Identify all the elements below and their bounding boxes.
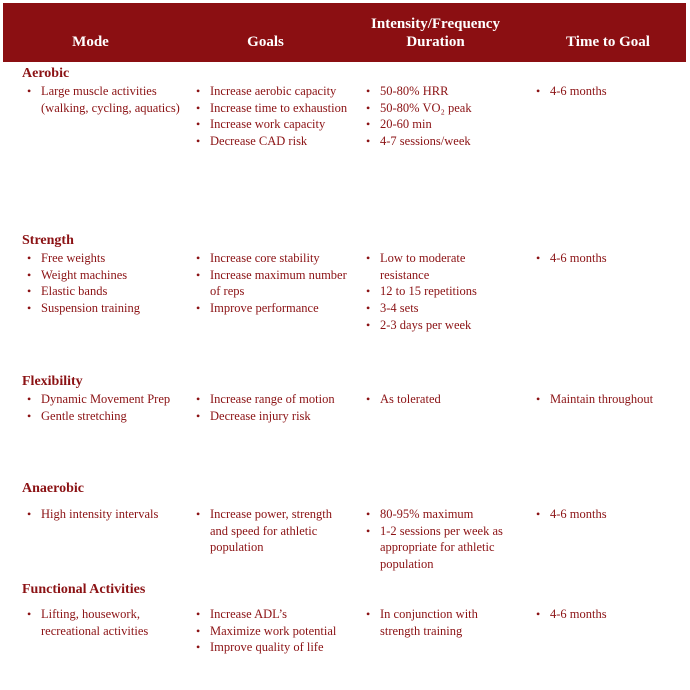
list-item	[27, 283, 192, 300]
goals-list	[196, 83, 351, 150]
list-item	[27, 391, 192, 408]
bullet-icon: •	[196, 640, 201, 655]
bullet-icon: •	[366, 84, 371, 98]
list-item	[366, 506, 516, 523]
list-item-text: Increase range of motion	[210, 392, 335, 406]
list-item-text: 12 to 15 repetitions	[380, 284, 477, 299]
list-item-text: Improve performance	[210, 301, 319, 316]
bullet-icon: •	[196, 392, 201, 406]
list-item-text: 50-80% HRR	[380, 84, 449, 98]
list-item	[536, 391, 690, 408]
list-item	[366, 133, 516, 150]
list-item-text: Decrease CAD risk	[210, 134, 308, 149]
list-item	[27, 250, 192, 267]
list-item	[366, 317, 516, 334]
bullet-icon: •	[196, 267, 201, 282]
bullet-icon: •	[366, 607, 371, 621]
bullet-icon: •	[27, 251, 32, 265]
list-item-text: 2-3 days per week	[380, 317, 472, 332]
bullet-icon: •	[196, 623, 201, 638]
list-item-text: Weight machines	[41, 267, 128, 282]
list-item-text: Increase maximum number of reps	[210, 267, 347, 299]
list-item	[196, 116, 351, 133]
intensity-list	[366, 506, 516, 573]
list-item	[196, 100, 351, 117]
list-item	[27, 606, 192, 639]
list-item-text: Decrease injury risk	[210, 408, 311, 423]
section-title: Functional Activities	[22, 582, 146, 597]
bullet-icon: •	[366, 251, 371, 265]
header-intensity	[343, 3, 528, 62]
list-item	[366, 83, 516, 100]
section-title: Aerobic	[22, 66, 70, 81]
bullet-icon: •	[366, 100, 371, 115]
intensity-list	[366, 391, 516, 408]
list-item	[366, 116, 516, 133]
goals-list	[196, 506, 351, 556]
list-item	[536, 506, 690, 523]
bullet-icon: •	[366, 317, 371, 332]
list-item	[196, 300, 351, 317]
intensity-list	[366, 250, 516, 334]
list-item	[196, 623, 351, 640]
time-list	[536, 606, 690, 623]
table-header	[3, 3, 686, 62]
bullet-icon: •	[196, 134, 201, 149]
time-list	[536, 83, 690, 100]
list-item	[366, 523, 516, 573]
header-intensity-line1: Intensity/Frequency	[371, 15, 500, 32]
list-item-text: Lifting, housework, recreational activities	[41, 607, 149, 638]
list-item	[196, 250, 351, 267]
bullet-icon: •	[536, 84, 541, 98]
list-item	[366, 100, 516, 117]
intensity-list	[366, 606, 516, 639]
list-item-text: 50-80% VO₂ peak	[380, 100, 472, 115]
bullet-icon: •	[196, 251, 201, 265]
list-item-text: Increase power, strength and speed for athletic population	[210, 507, 333, 555]
intensity-list	[366, 83, 516, 150]
bullet-icon: •	[366, 507, 371, 521]
goals-list	[196, 250, 351, 317]
list-item	[196, 506, 351, 556]
bullet-icon: •	[196, 100, 201, 115]
bullet-icon: •	[196, 117, 201, 132]
section-title: Flexibility	[22, 374, 83, 389]
bullet-icon: •	[27, 301, 32, 316]
goals-list	[196, 391, 351, 424]
list-item-text: Increase core stability	[210, 251, 320, 265]
mode-list	[27, 250, 192, 317]
bullet-icon: •	[27, 267, 32, 282]
time-list	[536, 250, 690, 267]
header-time-to-goal: Time to Goal	[566, 33, 650, 50]
list-item	[27, 300, 192, 317]
list-item-text: Increase aerobic capacity	[210, 84, 337, 98]
time-list	[536, 391, 690, 408]
list-item	[196, 133, 351, 150]
list-item	[196, 408, 351, 425]
mode-list	[27, 606, 192, 639]
list-item-text: Dynamic Movement Prep	[41, 392, 171, 406]
bullet-icon: •	[366, 301, 371, 316]
list-item	[196, 83, 351, 100]
mode-list	[27, 83, 192, 116]
list-item-text: Maximize work potential	[210, 623, 337, 638]
list-item	[366, 250, 516, 283]
list-item-text: Large muscle activities (walking, cycling, aquatics)	[41, 84, 180, 115]
list-item	[536, 606, 690, 623]
bullet-icon: •	[27, 507, 32, 521]
bullet-icon: •	[536, 251, 541, 265]
list-item-text: High intensity intervals	[41, 507, 159, 521]
list-item	[536, 83, 690, 100]
header-mode: Mode	[72, 33, 109, 50]
list-item-text: 4-7 sessions/week	[380, 134, 471, 149]
bullet-icon: •	[196, 507, 201, 521]
list-item-text: 4-6 months	[550, 507, 607, 521]
list-item-text: In conjunction with strength training	[380, 607, 478, 638]
list-item	[196, 606, 351, 623]
list-item	[27, 267, 192, 284]
mode-list	[27, 506, 192, 523]
bullet-icon: •	[27, 408, 32, 423]
list-item-text: 80-95% maximum	[380, 507, 474, 521]
list-item	[27, 83, 192, 116]
bullet-icon: •	[196, 84, 201, 98]
list-item-text: Gentle stretching	[41, 408, 127, 423]
bullet-icon: •	[196, 607, 201, 621]
list-item-text: 4-6 months	[550, 84, 607, 98]
list-item-text: 1-2 sessions per week as appropriate for athletic population	[380, 523, 503, 572]
bullet-icon: •	[366, 284, 371, 299]
mode-list	[27, 391, 192, 424]
list-item	[196, 267, 351, 300]
bullet-icon: •	[27, 84, 32, 98]
list-item-text: Free weights	[41, 251, 106, 265]
list-item-text: 20-60 min	[380, 117, 432, 132]
goals-list	[196, 606, 351, 656]
list-item-text: Increase work capacity	[210, 117, 326, 132]
list-item	[27, 506, 192, 523]
list-item	[366, 283, 516, 300]
section-title: Anaerobic	[22, 481, 84, 496]
list-item	[366, 391, 516, 408]
list-item	[366, 606, 516, 639]
bullet-icon: •	[536, 392, 541, 406]
list-item	[366, 300, 516, 317]
list-item-text: Elastic bands	[41, 284, 108, 299]
bullet-icon: •	[27, 284, 32, 299]
list-item-text: Improve quality of life	[210, 640, 324, 655]
list-item	[536, 250, 690, 267]
bullet-icon: •	[27, 392, 32, 406]
list-item-text: 4-6 months	[550, 607, 607, 621]
bullet-icon: •	[366, 134, 371, 149]
bullet-icon: •	[536, 507, 541, 521]
list-item-text: Maintain throughout	[550, 392, 654, 406]
list-item-text: Suspension training	[41, 301, 140, 316]
time-list	[536, 506, 690, 523]
list-item-text: Increase ADL’s	[210, 607, 287, 621]
bullet-icon: •	[536, 607, 541, 621]
list-item-text: Low to moderate resistance	[380, 251, 466, 282]
list-item-text: 3-4 sets	[380, 301, 419, 316]
list-item	[196, 639, 351, 656]
section-title: Strength	[22, 233, 74, 248]
header-intensity-line2: Duration	[406, 33, 465, 50]
list-item	[196, 391, 351, 408]
bullet-icon: •	[366, 117, 371, 132]
bullet-icon: •	[27, 607, 32, 621]
list-item-text: As tolerated	[380, 392, 441, 406]
bullet-icon: •	[366, 392, 371, 406]
header-goals: Goals	[247, 33, 284, 50]
bullet-icon: •	[196, 408, 201, 423]
list-item	[27, 408, 192, 425]
bullet-icon: •	[366, 523, 371, 538]
list-item-text: 4-6 months	[550, 251, 607, 265]
list-item-text: Increase time to exhaustion	[210, 100, 348, 115]
bullet-icon: •	[196, 301, 201, 316]
